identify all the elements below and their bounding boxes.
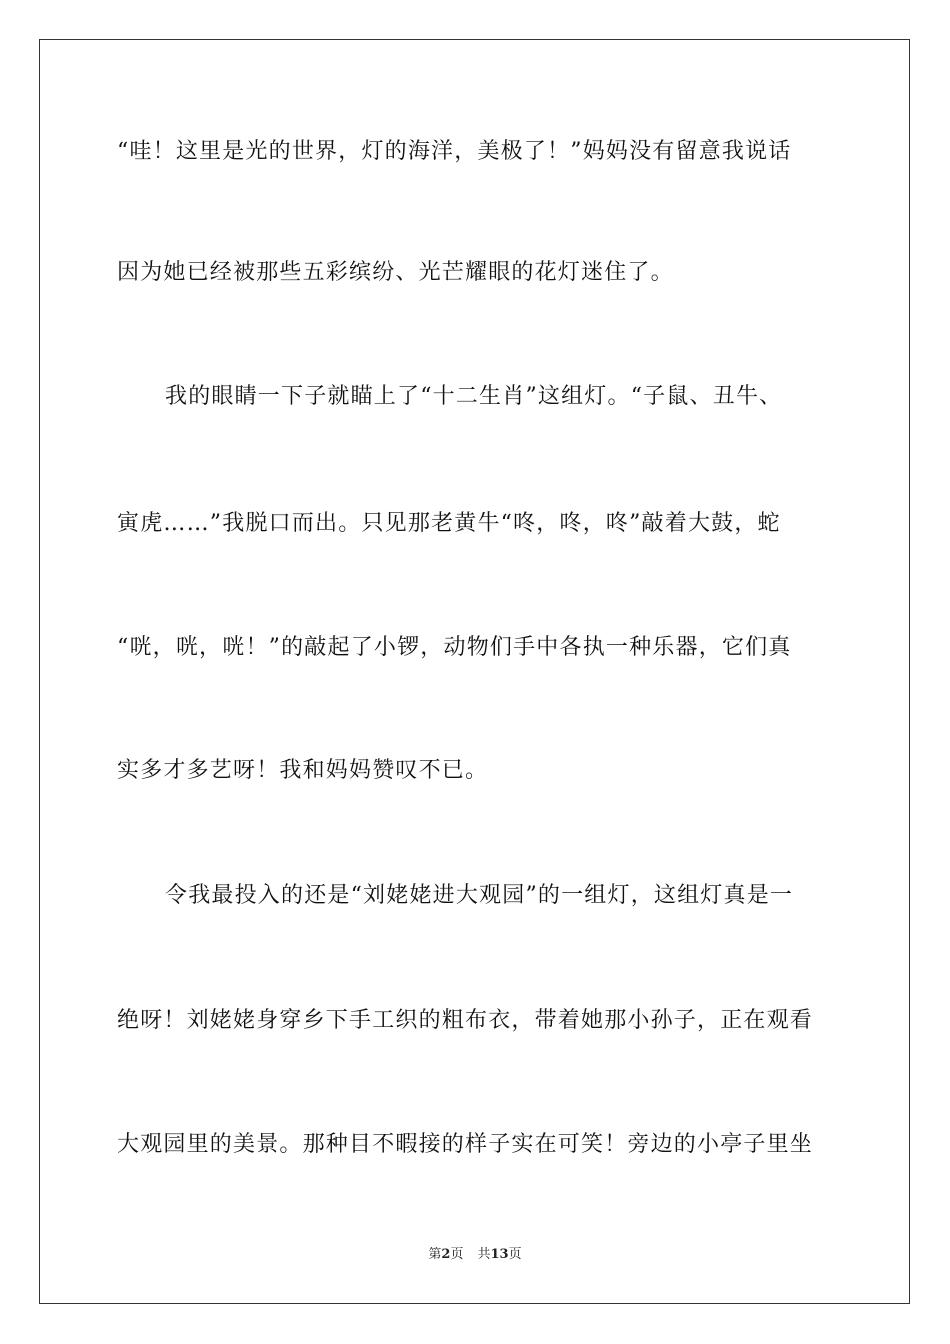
footer-total-number: 13: [490, 1247, 509, 1262]
text-line-8: 绝呀！刘姥姥身穿乡下手工织的粗布衣，带着她那小孙子，正在观看: [117, 1008, 814, 1033]
footer-page-suffix: 页: [450, 1247, 464, 1262]
text-line-7: 令我最投入的还是“刘姥姥进大观园”的一组灯，这组灯真是一: [165, 883, 794, 908]
page-border: [39, 39, 910, 1304]
footer-total-suffix: 页: [508, 1247, 522, 1262]
text-line-5: “咣，咣，咣！”的敲起了小锣，动物们手中各执一种乐器，它们真: [117, 635, 792, 660]
footer-page-prefix: 第: [428, 1247, 442, 1262]
text-line-9: 大观园里的美景。那种目不暇接的样子实在可笑！旁边的小亭子里坐: [117, 1132, 814, 1157]
footer-page-number: 2: [441, 1247, 451, 1262]
text-line-6: 实多才多艺呀！我和妈妈赞叹不已。: [117, 758, 489, 783]
text-line-3: 我的眼睛一下子就瞄上了“十二生肖”这组灯。“子鼠、丑牛、: [165, 384, 783, 409]
text-line-4: 寅虎……”我脱口而出。只见那老黄牛“咚，咚，咚”敲着大鼓，蛇: [117, 511, 781, 536]
text-line-2: 因为她已经被那些五彩缤纷、光芒耀眼的花灯迷住了。: [117, 260, 674, 285]
text-line-1: “哇！这里是光的世界，灯的海洋，美极了！”妈妈没有留意我说话: [117, 139, 792, 164]
page-footer: [0, 1246, 950, 1264]
footer-total-prefix: 共: [477, 1247, 491, 1262]
